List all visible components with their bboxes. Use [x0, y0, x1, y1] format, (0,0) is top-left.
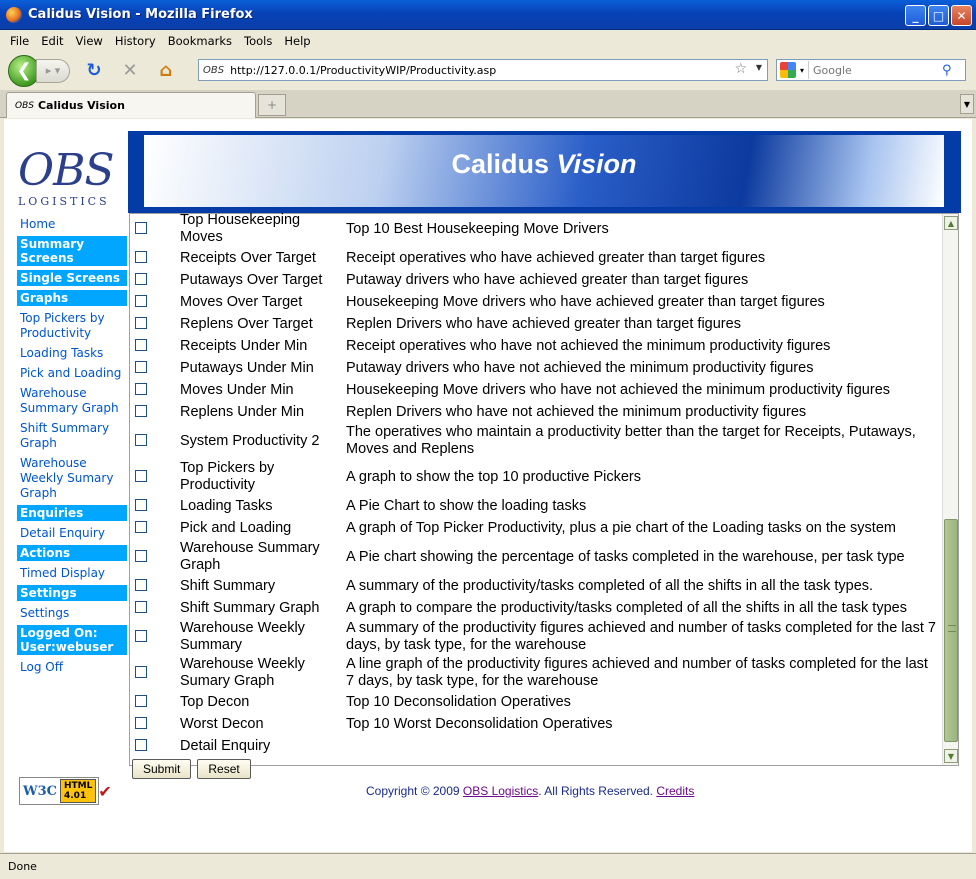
- screen-description: A line graph of the productivity figures achieved and number of tasks completed for the last 7 days, by task type, for the warehouse: [346, 656, 928, 689]
- status-bar: [0, 853, 976, 879]
- menu-edit[interactable]: Edit: [41, 33, 64, 48]
- scroll-grip-icon: [948, 625, 956, 632]
- copyright-notice: [366, 784, 694, 798]
- screen-name: Pick and Loading: [180, 519, 292, 536]
- nav-top-pickers[interactable]: Top Pickers by Productivity: [20, 311, 105, 340]
- navigation-toolbar: [0, 51, 976, 90]
- screen-row: [135, 575, 936, 597]
- screen-checkbox[interactable]: [135, 739, 147, 751]
- screen-checkbox[interactable]: [135, 630, 147, 642]
- screen-checkbox[interactable]: [135, 499, 147, 511]
- screen-row: [135, 313, 936, 335]
- menu-help[interactable]: Help: [284, 33, 311, 48]
- banner-title-italic: Vision: [556, 149, 637, 179]
- screen-checkbox[interactable]: [135, 470, 147, 482]
- screen-name: Warehouse Weekly Summary: [180, 620, 305, 653]
- w3c-html-badge[interactable]: [19, 777, 112, 805]
- screen-description: Putaway drivers who have not achieved the minimum productivity figures: [346, 359, 814, 376]
- close-button[interactable]: ✕: [951, 5, 972, 26]
- window-controls: [905, 5, 972, 26]
- screen-description: A graph to compare the productivity/tasks completed of all the shifts in all the task types: [346, 599, 907, 616]
- screen-name: Moves Under Min: [180, 381, 294, 398]
- screen-description: Top 10 Worst Deconsolidation Operatives: [346, 715, 613, 732]
- status-text: Done: [8, 860, 37, 873]
- screen-description: A graph to show the top 10 productive Pickers: [346, 468, 642, 485]
- screen-name: Receipts Over Target: [180, 249, 316, 266]
- scroll-up-icon[interactable]: ▲: [944, 216, 958, 230]
- nav-warehouse-summary-graph[interactable]: Warehouse Summary Graph: [20, 386, 119, 415]
- screen-row: [135, 379, 936, 401]
- screen-selection-frame: [129, 212, 959, 776]
- screen-row: [135, 655, 936, 691]
- minimize-button[interactable]: _: [905, 5, 926, 26]
- back-button[interactable]: ❮: [8, 55, 40, 87]
- firefox-icon: [6, 7, 22, 23]
- screen-description: A graph of Top Picker Productivity, plus a pie chart of the Loading tasks on the system: [346, 519, 896, 536]
- maximize-button[interactable]: □: [928, 5, 949, 26]
- nav-enquiries[interactable]: Enquiries: [17, 505, 127, 521]
- site-favicon: OBS: [203, 64, 225, 76]
- tab-label: Calidus Vision: [37, 99, 125, 112]
- url-text[interactable]: http://127.0.0.1/ProductivityWIP/Productivity.asp: [230, 63, 497, 77]
- menu-bookmarks[interactable]: Bookmarks: [167, 33, 232, 48]
- tab-calidus-vision[interactable]: [6, 92, 256, 118]
- screen-description: A summary of the productivity figures achieved and number of tasks completed for the last 7 days, by task type, for the warehouse: [346, 620, 936, 653]
- screen-description: A summary of the productivity/tasks completed of all the shifts in all the task types.: [346, 577, 874, 594]
- screen-description: Receipt operatives who have achieved greater than target figures: [346, 249, 766, 266]
- nav-loading-tasks[interactable]: Loading Tasks: [20, 346, 104, 360]
- screen-description: Top 10 Best Housekeeping Move Drivers: [346, 220, 609, 237]
- checkmark-icon: ✔: [98, 781, 112, 801]
- banner-title-main: Calidus: [451, 149, 549, 179]
- screen-row: [135, 495, 936, 517]
- reset-button[interactable]: Reset: [197, 759, 250, 779]
- search-input[interactable]: [808, 61, 936, 79]
- tab-favicon: OBS: [15, 100, 34, 111]
- logo-sub: LOGISTICS: [18, 195, 110, 208]
- screen-row: [135, 211, 936, 247]
- screen-name: Replens Over Target: [180, 315, 313, 332]
- screen-checkbox[interactable]: [135, 222, 147, 234]
- screen-description: [346, 735, 936, 757]
- menu-history[interactable]: History: [114, 33, 156, 48]
- nav-settings[interactable]: Settings: [20, 606, 70, 620]
- company-link[interactable]: OBS Logistics: [462, 784, 539, 798]
- logo-main: OBS: [18, 145, 114, 196]
- menu-tools[interactable]: Tools: [244, 33, 273, 48]
- w3c-logo: W3C: [23, 783, 57, 799]
- page-viewport: [4, 119, 972, 852]
- search-engine-dropdown-icon[interactable]: ▾: [800, 65, 805, 75]
- screen-checkbox[interactable]: [135, 550, 147, 562]
- scroll-down-icon[interactable]: ▼: [944, 749, 958, 763]
- screen-name: Moves Over Target: [180, 293, 303, 310]
- screen-description: Top 10 Deconsolidation Operatives: [346, 693, 571, 710]
- screen-name: Shift Summary Graph: [180, 599, 320, 616]
- screen-description: Replen Drivers who have achieved greater than target figures: [346, 315, 741, 332]
- google-icon[interactable]: [780, 62, 796, 78]
- nav-timed-display[interactable]: Timed Display: [20, 566, 106, 580]
- screen-checkbox[interactable]: [135, 361, 147, 373]
- menu-file[interactable]: File: [10, 33, 30, 48]
- screen-row: [135, 459, 936, 495]
- screen-row: [135, 517, 936, 539]
- nav-log-off[interactable]: Log Off: [20, 660, 63, 674]
- form-buttons: [132, 759, 958, 779]
- screen-list: [135, 211, 936, 757]
- submit-button[interactable]: Submit: [132, 759, 191, 779]
- screen-checkbox[interactable]: [135, 339, 147, 351]
- screen-row: [135, 357, 936, 379]
- screen-checkbox[interactable]: [135, 434, 147, 446]
- search-bar[interactable]: [776, 59, 966, 81]
- logged-on-user: Logged On: User:webuser: [17, 625, 127, 655]
- screen-checkbox[interactable]: [135, 666, 147, 678]
- screen-description: Putaway drivers who have achieved greater than target figures: [346, 271, 749, 288]
- nav-summary-screens[interactable]: Summary Screens: [17, 236, 127, 266]
- screen-name: Shift Summary: [180, 577, 276, 594]
- screen-name: Top Decon: [180, 693, 250, 710]
- menu-bar: [0, 30, 976, 51]
- screen-row: [135, 713, 936, 735]
- nav-shift-summary-graph[interactable]: Shift Summary Graph: [20, 421, 110, 450]
- screen-checkbox[interactable]: [135, 405, 147, 417]
- left-navigation: [17, 216, 127, 679]
- nav-pick-and-loading[interactable]: Pick and Loading: [20, 366, 122, 380]
- screen-row: [135, 269, 936, 291]
- screen-checkbox[interactable]: [135, 273, 147, 285]
- nav-settings-head[interactable]: Settings: [17, 585, 127, 601]
- screen-name: Putaways Over Target: [180, 271, 323, 288]
- nav-warehouse-weekly-graph[interactable]: Warehouse Weekly Sumary Graph: [20, 456, 114, 500]
- stop-icon[interactable]: ✕: [122, 60, 138, 81]
- nav-actions[interactable]: Actions: [17, 545, 127, 561]
- screen-row: [135, 597, 936, 619]
- url-dropdown-icon[interactable]: ▼: [755, 63, 762, 72]
- screen-checkbox[interactable]: [135, 295, 147, 307]
- screen-checkbox[interactable]: [135, 601, 147, 613]
- rights-text: . All Rights Reserved.: [538, 784, 653, 798]
- header-banner: [128, 131, 961, 213]
- screen-row: [135, 335, 936, 357]
- screen-checkbox[interactable]: [135, 717, 147, 729]
- nav-graphs[interactable]: Graphs: [17, 290, 127, 306]
- screen-checkbox[interactable]: [135, 383, 147, 395]
- scroll-thumb[interactable]: [944, 519, 958, 742]
- screen-name: Loading Tasks: [180, 497, 273, 514]
- obs-logo: [18, 145, 118, 211]
- screen-checkbox[interactable]: [135, 579, 147, 591]
- screen-name: Putaways Under Min: [180, 359, 314, 376]
- vertical-scrollbar[interactable]: [942, 214, 958, 765]
- screen-checkbox[interactable]: [135, 317, 147, 329]
- screen-checkbox[interactable]: [135, 251, 147, 263]
- window-title: Calidus Vision - Mozilla Firefox: [28, 7, 253, 22]
- screen-name: System Productivity 2: [180, 432, 320, 449]
- tab-list-dropdown-icon[interactable]: ▼: [960, 94, 974, 114]
- screen-row: [135, 619, 936, 655]
- screen-row: [135, 735, 936, 757]
- screen-name: Warehouse Weekly Sumary Graph: [180, 656, 305, 689]
- screen-row: [135, 423, 936, 459]
- nav-detail-enquiry[interactable]: Detail Enquiry: [20, 526, 105, 540]
- bookmark-star-icon[interactable]: ☆: [734, 61, 747, 77]
- screen-description: Housekeeping Move drivers who have achieved greater than target figures: [346, 293, 825, 310]
- screen-name: Receipts Under Min: [180, 337, 308, 354]
- tab-strip: [0, 90, 976, 118]
- screen-description: A Pie chart showing the percentage of tasks completed in the warehouse, per task type: [346, 548, 905, 565]
- copyright-prefix: Copyright © 2009: [366, 784, 460, 798]
- screen-name: Worst Decon: [180, 715, 264, 732]
- screen-description: Receipt operatives who have not achieved the minimum productivity figures: [346, 337, 831, 354]
- screen-description: Housekeeping Move drivers who have not achieved the minimum productivity figures: [346, 381, 891, 398]
- credits-link[interactable]: Credits: [656, 784, 695, 798]
- menu-view[interactable]: View: [75, 33, 103, 48]
- screen-row: [135, 691, 936, 713]
- screen-checkbox[interactable]: [135, 521, 147, 533]
- search-icon[interactable]: ⚲: [942, 62, 952, 78]
- screen-name: Warehouse Summary Graph: [180, 540, 320, 573]
- screen-row: [135, 539, 936, 575]
- screen-row: [135, 247, 936, 269]
- screen-description: The operatives who maintain a productivity better than the target for Receipts, Putaways, Moves and Replens: [346, 424, 916, 457]
- screen-name: Replens Under Min: [180, 403, 305, 420]
- url-bar[interactable]: [198, 59, 768, 81]
- reload-icon[interactable]: ↻: [86, 60, 102, 81]
- banner-graphic: [144, 135, 944, 207]
- screen-name: Detail Enquiry: [180, 737, 271, 754]
- screen-row: [135, 401, 936, 423]
- window-titlebar: [0, 0, 976, 30]
- screen-row: [135, 291, 936, 313]
- nav-home[interactable]: Home: [20, 217, 56, 231]
- home-icon[interactable]: ⌂: [159, 60, 173, 81]
- screen-description: Replen Drivers who have not achieved the minimum productivity figures: [346, 403, 807, 420]
- screen-description: A Pie Chart to show the loading tasks: [346, 497, 587, 514]
- new-tab-button[interactable]: +: [258, 94, 286, 116]
- forward-button[interactable]: ▸ ▾: [36, 59, 70, 83]
- banner-title: [144, 149, 944, 180]
- screen-name: Top Housekeeping Moves: [180, 212, 301, 245]
- nav-single-screens[interactable]: Single Screens: [17, 270, 127, 286]
- screen-checkbox[interactable]: [135, 695, 147, 707]
- html-version: HTML 4.01: [60, 779, 96, 803]
- screen-name: Top Pickers by Productivity: [180, 460, 275, 493]
